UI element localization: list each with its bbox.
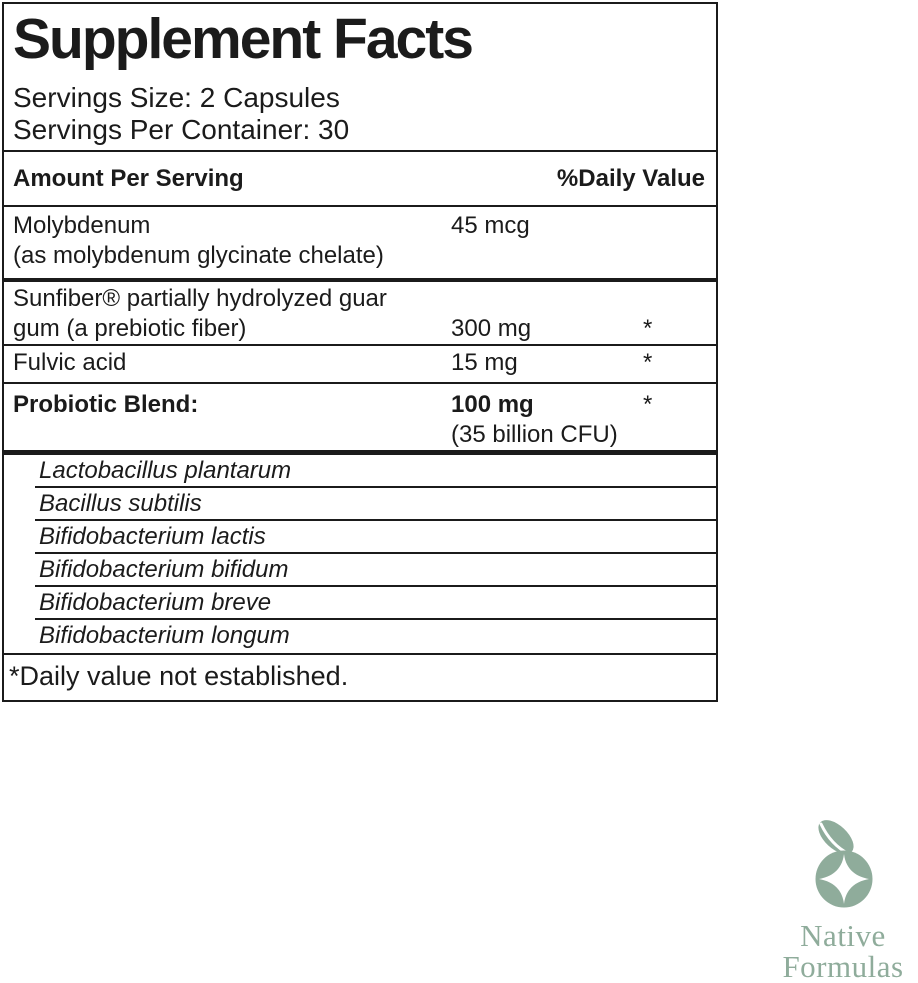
ingredient-dv [631,211,716,271]
ingredient-amount: 15 mg [451,349,518,376]
ingredient-row-sunfiber [4,282,716,344]
probiotic-species-item: Bifidobacterium lactis [35,521,716,554]
servings-per-container-line: Servings Per Container: 30 [13,114,350,145]
column-header-row [4,152,716,205]
ingredient-dv: * [643,391,653,418]
brand-name [768,920,918,982]
ingredient-amount: 45 mcg [451,212,530,239]
serving-size-line: Servings Size: 2 Capsules [13,82,340,113]
ingredient-amount: 100 mg (35 billion CFU) [451,391,618,448]
supplement-facts-panel [2,2,718,702]
probiotic-species-item: Bacillus subtilis [35,488,716,521]
amount-per-serving-header: Amount Per Serving [13,164,244,192]
brand-logo [768,813,918,982]
daily-value-header: %Daily Value [556,164,705,192]
ingredient-name: Probiotic Blend: [13,391,199,418]
ingredient-amount: 300 mg [451,315,532,342]
ingredient-dv: * [643,349,653,376]
ingredient-name: Fulvic acid [13,349,127,376]
ingredient-name: Molybdenum (as molybdenum glycinate chelate) [13,212,384,269]
probiotic-species-item: Lactobacillus plantarum [35,455,716,488]
leaf-sparkle-circle-icon [813,813,873,909]
brand-name-line2: Formulas [782,949,904,983]
panel-title: Supplement Facts [13,7,472,71]
ingredient-row-molybdenum [4,207,716,278]
probiotic-species-item: Bifidobacterium breve [35,587,716,620]
brand-name-line1: Native [800,918,886,953]
ingredient-dv: * [643,315,653,342]
probiotic-species-item: Bifidobacterium longum [39,622,290,649]
daily-value-footnote: *Daily value not established. [9,661,349,691]
probiotic-species-item: Bifidobacterium bifidum [35,554,716,587]
ingredient-name: Sunfiber® partially hydrolyzed guar gum (a prebiotic fiber) [13,285,387,342]
ingredient-row-fulvic-acid [4,346,716,382]
ingredient-row-probiotic-blend [4,384,716,450]
